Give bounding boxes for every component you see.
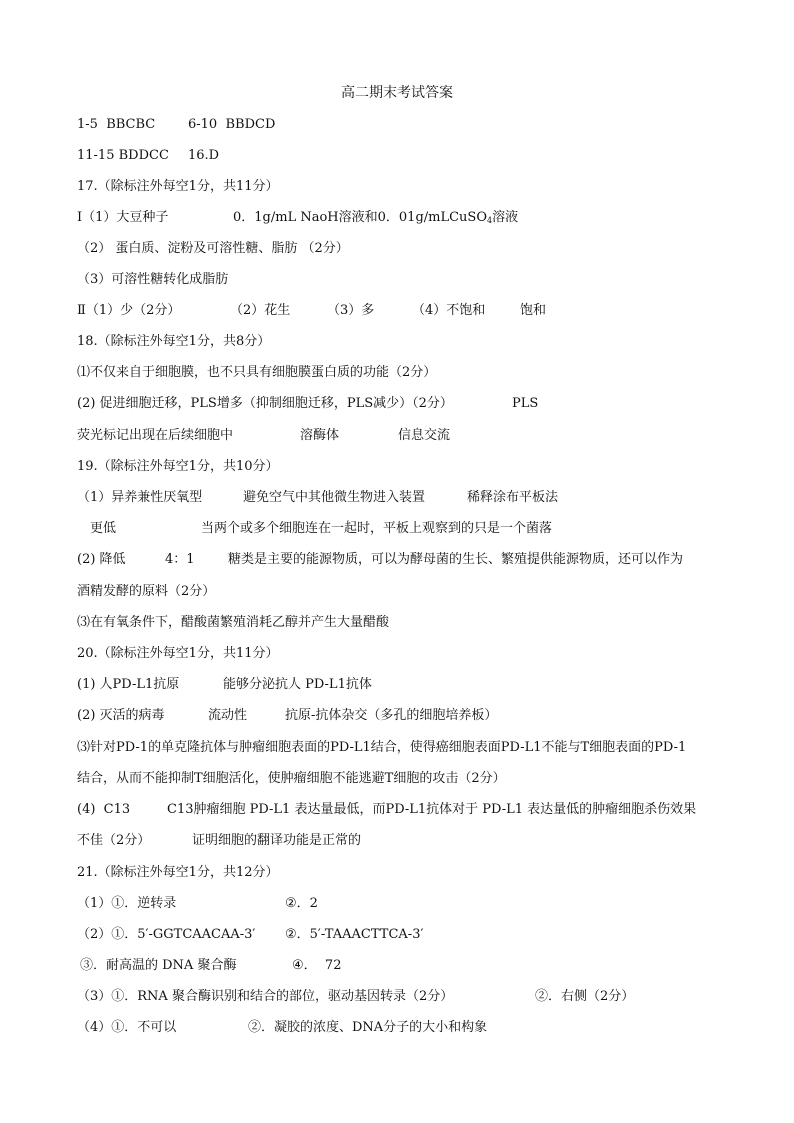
answer-text: 更低 — [90, 521, 117, 536]
answer-text: PLS — [512, 396, 539, 411]
answer-text: （1）异养兼性厌氧型 — [77, 490, 203, 505]
answer-text: 18.（除标注外每空1分，共8分） — [77, 334, 271, 349]
answer-text: (1) 人PD-L1抗原 — [77, 677, 180, 692]
answer-text: ⑴不仅来自于细胞膜，也不只具有细胞膜蛋白质的功能（2分） — [77, 365, 437, 380]
answer-text: 饱和 — [520, 303, 547, 318]
answer-text: 16.D — [188, 148, 220, 163]
answer-text: (2) 降低 — [77, 552, 126, 567]
answer-text: 19.（除标注外每空1分，共10分） — [77, 459, 279, 474]
answer-text: （4）①．不可以 — [77, 1020, 177, 1035]
answer-text: 0．1g/mL NaoH溶液和0．01g/mLCuSO$_4$溶液 — [233, 210, 519, 225]
answer-text: ②．凝胶的浓度、DNA分子的大小和构象 — [248, 1020, 488, 1035]
answer-text: ④． 72 — [292, 958, 342, 973]
answer-text: ②．5′-TAAACTTCA-3′ — [285, 927, 424, 942]
answer-text: C13肿瘤细胞 PD-L1 表达量最低，而PD-L1抗体对于 PD-L1 表达量低的肿瘤细胞杀伤效果 — [167, 802, 697, 817]
answer-text: 不佳（2分） — [77, 833, 151, 848]
answer-text: 结合，从而不能抑制T细胞活化，使肿瘤细胞不能逃避T细胞的攻击（2分） — [77, 771, 506, 786]
answer-text: 荧光标记出现在后续细胞中 — [77, 428, 234, 443]
answer-text: （2）花生 — [230, 303, 291, 318]
answer-text: ②．右侧（2分） — [535, 989, 635, 1004]
answer-text: 17.（除标注外每空1分，共11分） — [77, 179, 279, 194]
answer-line — [0, 1020, 488, 1084]
answer-text: ②．2 — [285, 896, 318, 911]
answer-text: 20.（除标注外每空1分，共11分） — [77, 646, 279, 661]
answer-text: 6-10 BBDCD — [188, 117, 276, 132]
answer-text: 当两个或多个细胞连在一起时，平板上观察到的只是一个菌落 — [201, 521, 553, 536]
answer-text: Ⅱ（1）少（2分） — [77, 303, 181, 318]
answer-text: 能够分泌抗人 PD-L1抗体 — [223, 677, 372, 692]
answer-text: 证明细胞的翻译功能是正常的 — [192, 833, 362, 848]
page-title: 高二期末考试答案 — [341, 85, 453, 101]
answer-text: 流动性 — [208, 708, 248, 723]
answer-text: （2）①．5′-GGTCAACAA-3′ — [77, 927, 256, 942]
answer-text: 抗原-抗体杂交（多孔的细胞培养板） — [285, 708, 498, 723]
answer-text: 糖类是主要的能源物质，可以为酵母菌的生长、繁殖提供能源物质，还可以作为 — [228, 552, 684, 567]
answer-text: （3）①．RNA 聚合酶识别和结合的部位，驱动基因转录（2分） — [77, 989, 454, 1004]
answer-text: (2) 灭活的病毒 — [77, 708, 165, 723]
answer-text: (4) C13 — [77, 802, 131, 817]
answer-text: 21.（除标注外每空1分，共12分） — [77, 865, 279, 880]
answer-text: （3）多 — [327, 303, 375, 318]
answer-text: ⑶针对PD-1的单克隆抗体与肿瘤细胞表面的PD-L1结合，使得癌细胞表面PD-L1不能与T细胞表面的PD-1 — [77, 740, 687, 755]
answer-text: Ⅰ（1）大豆种子 — [77, 210, 169, 225]
answer-text: 避免空气中其他微生物进入装置 — [243, 490, 426, 505]
answer-text: 稀释涂布平板法 — [467, 490, 559, 505]
answer-text: （1）①．逆转录 — [77, 896, 177, 911]
answer-text: ⑶在有氧条件下，醋酸菌繁殖消耗乙醇并产生大量醋酸 — [77, 615, 390, 630]
answer-text: 信息交流 — [398, 428, 451, 443]
answer-text: 酒精发酵的原料（2分） — [77, 584, 216, 599]
answer-text: 溶酶体 — [300, 428, 340, 443]
answer-text: 1-5 BBCBC — [77, 117, 156, 132]
answer-text: ③．耐高温的 DNA 聚合酶 — [80, 958, 237, 973]
answer-text: 11-15 BDDCC — [77, 148, 169, 163]
answer-text: （3）可溶性糖转化成脂肪 — [77, 272, 229, 287]
answer-text: 4：1 — [165, 552, 195, 567]
answer-text: （4）不饱和 — [412, 303, 486, 318]
answer-text: （2） 蛋白质、淀粉及可溶性糖、脂肪 （2分） — [77, 241, 349, 256]
answer-text: (2) 促进细胞迁移，PLS增多（抑制细胞迁移，PLS减少）（2分） — [77, 396, 453, 411]
